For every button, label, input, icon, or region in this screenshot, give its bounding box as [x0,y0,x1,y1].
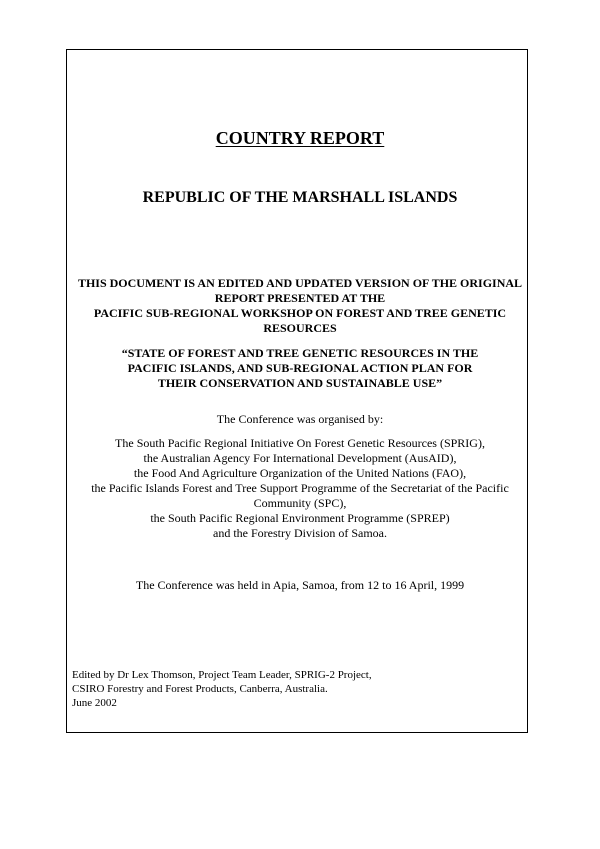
intro-line: REPORT PRESENTED AT THE [214,291,386,305]
quote-line: PACIFIC ISLANDS, AND SUB-REGIONAL ACTION PLAN FOR [127,361,473,375]
organiser-line: the Food And Agriculture Organization of the United Nations (FAO), [133,466,467,480]
intro-line: RESOURCES [263,321,337,335]
organiser-line: The South Pacific Regional Initiative On Forest Genetic Resources (SPRIG), [115,436,485,450]
conference-held-text: The Conference was held in Apia, Samoa, from 12 to 16 April, 1999 [135,578,465,592]
editor-line: CSIRO Forestry and Forest Products, Canberra, Australia. [72,683,328,695]
organisers-list [0,436,600,541]
report-title: COUNTRY REPORT [215,128,385,148]
intro-paragraph [0,276,600,336]
intro-line: THIS DOCUMENT IS AN EDITED AND UPDATED VERSION OF THE ORIGINAL [77,276,523,290]
editor-line: June 2002 [72,697,117,709]
intro-line: PACIFIC SUB-REGIONAL WORKSHOP ON FOREST AND TREE GENETIC [93,306,507,320]
country-subtitle: REPUBLIC OF THE MARSHALL ISLANDS [142,189,458,206]
organiser-line: the Pacific Islands Forest and Tree Support Programme of the Secretariat of the Pacific [91,481,509,495]
organiser-line: the Australian Agency For International Development (AusAID), [143,451,457,465]
editor-credits [72,668,372,710]
organised-by-label: The Conference was organised by: [216,412,384,426]
organiser-line: the South Pacific Regional Environment Programme (SPREP) [150,511,450,525]
quote-line: “STATE OF FOREST AND TREE GENETIC RESOURCES IN THE [121,346,479,360]
page-border-frame [66,49,528,733]
editor-line: Edited by Dr Lex Thomson, Project Team Leader, SPRIG-2 Project, [72,669,372,681]
workshop-title-quote [0,346,600,391]
quote-line: THEIR CONSERVATION AND SUSTAINABLE USE” [157,376,443,390]
organiser-line: and the Forestry Division of Samoa. [213,526,387,540]
organiser-line: Community (SPC), [253,496,347,510]
